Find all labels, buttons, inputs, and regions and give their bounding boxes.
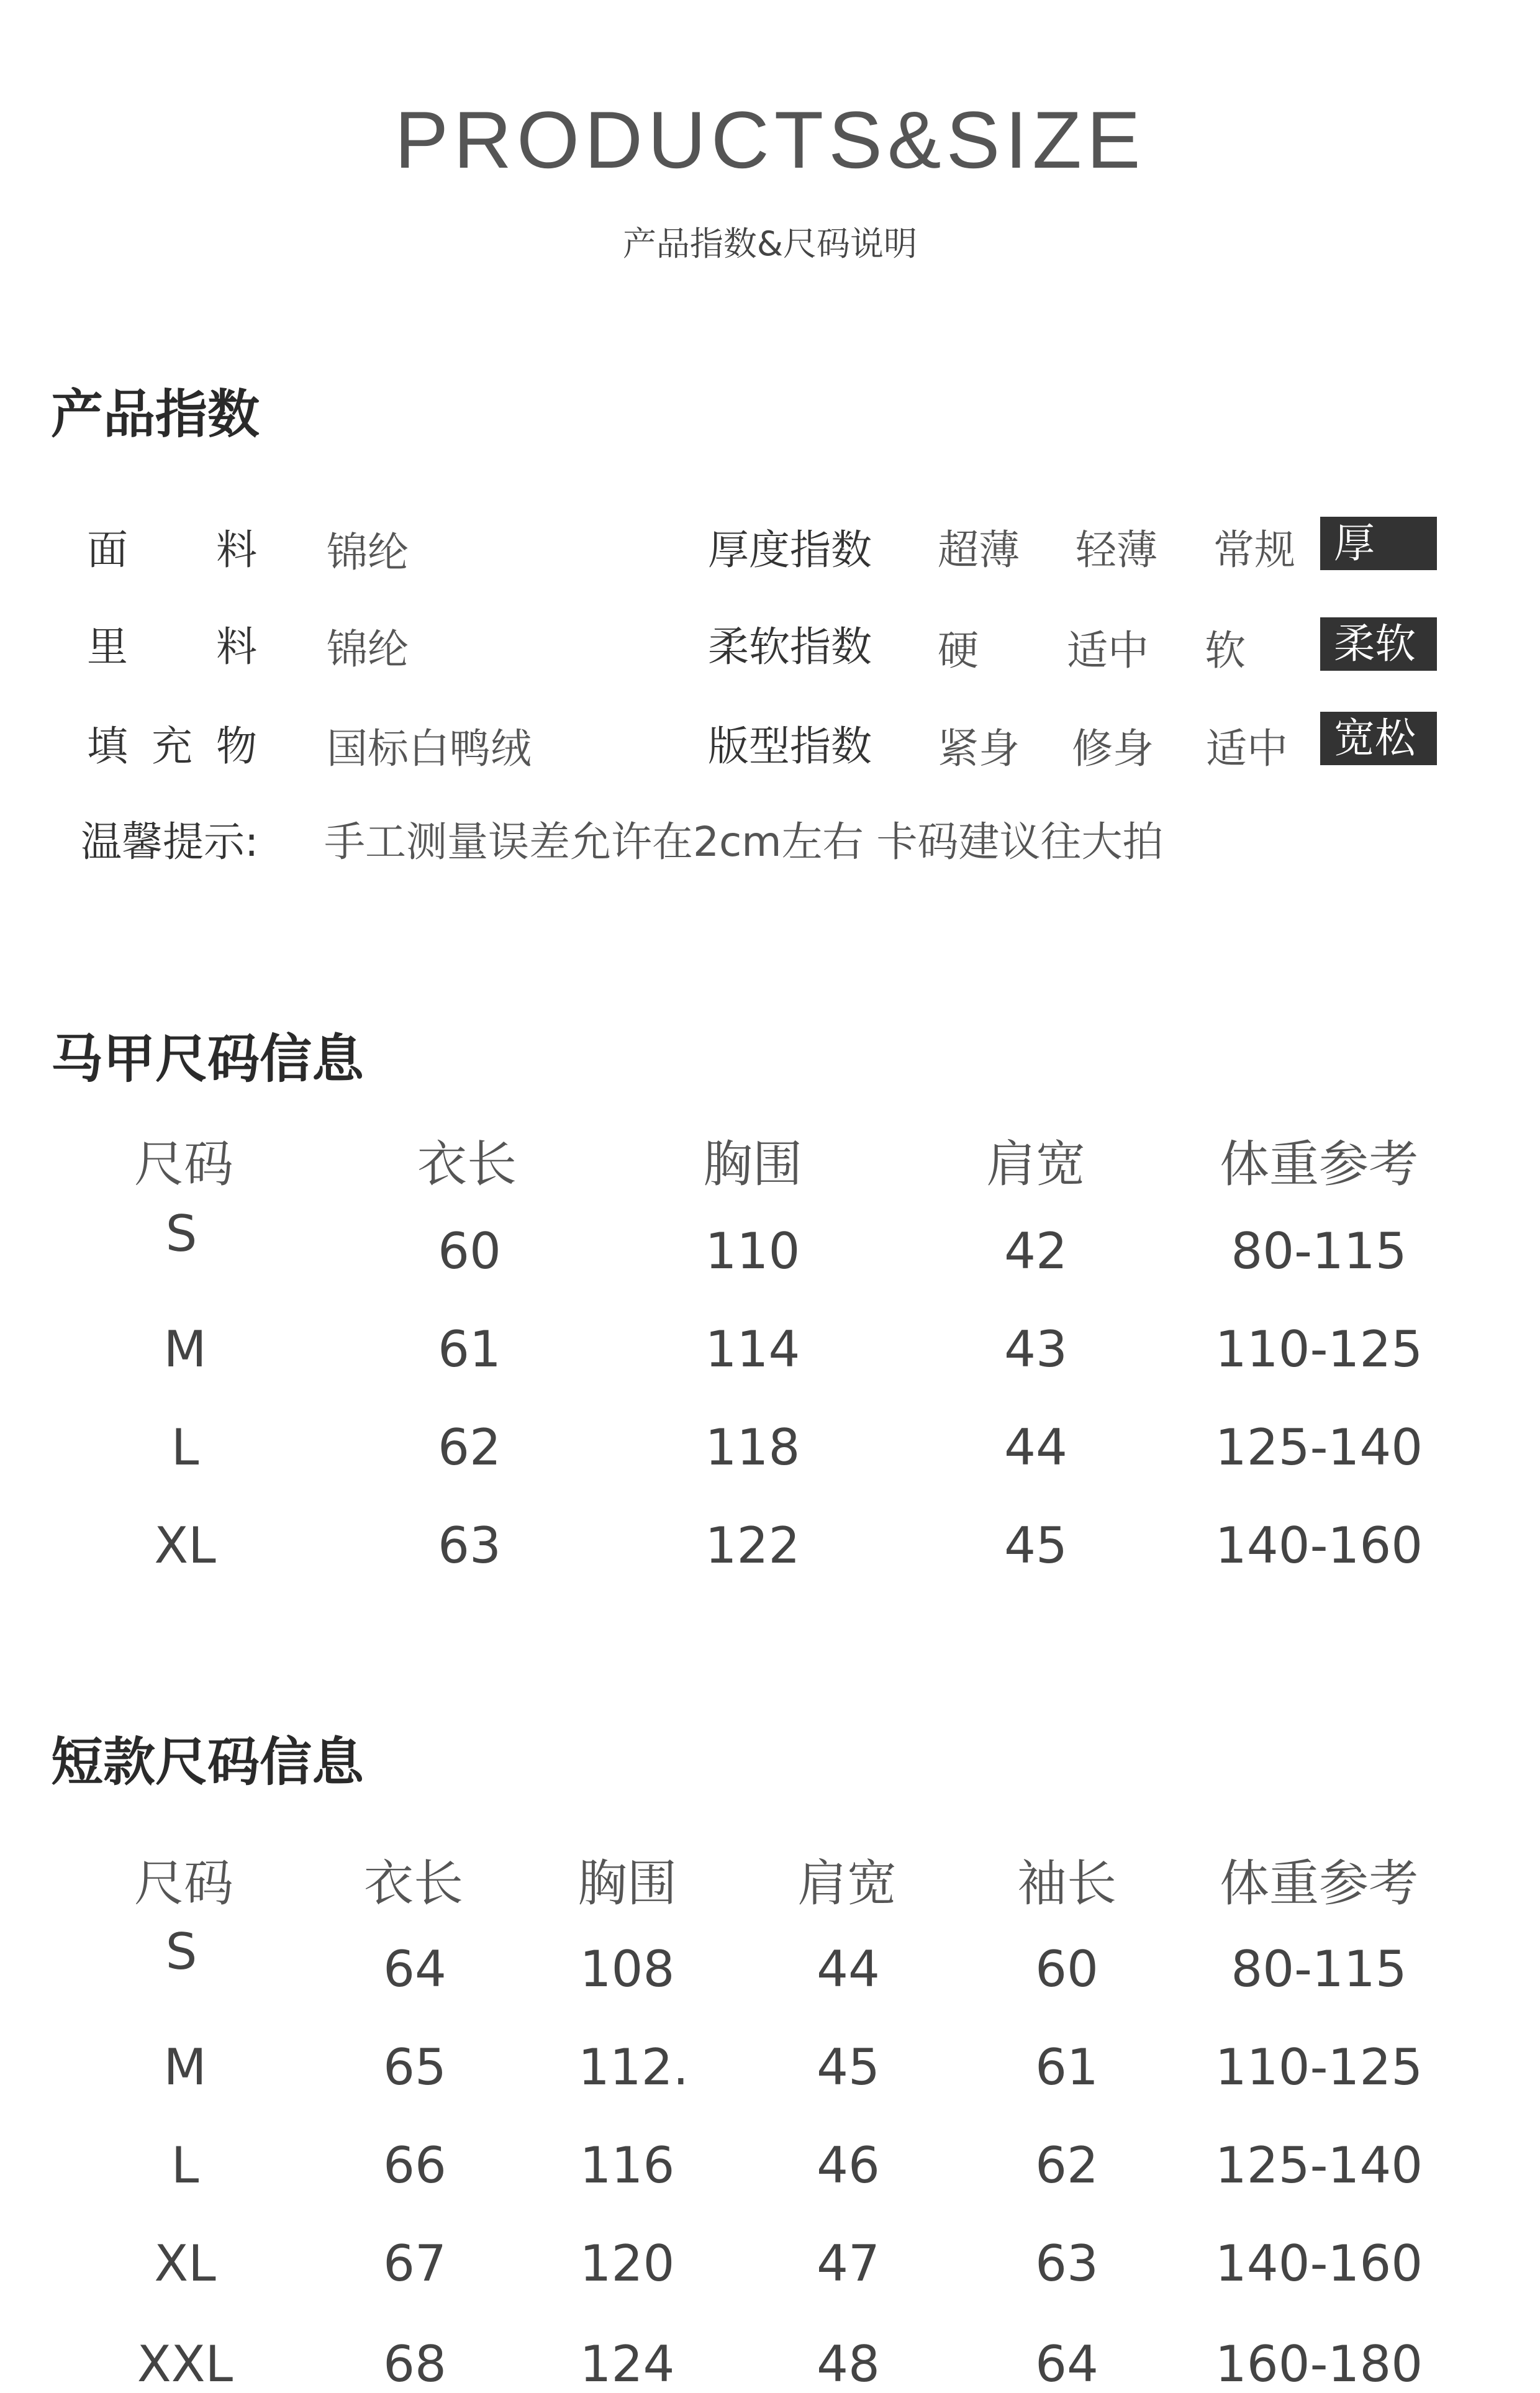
table-cell: 125-140: [1215, 2136, 1423, 2194]
fit-option: 适中: [1206, 725, 1288, 773]
table-cell: 140-160: [1215, 1517, 1423, 1574]
table-header-cell: 衣长: [417, 1135, 517, 1193]
table-header-cell: 肩宽: [986, 1135, 1085, 1193]
page-subtitle: 产品指数&尺码说明: [622, 224, 918, 263]
fabric-value: 锦纶: [327, 529, 409, 576]
size-cell: L: [171, 2136, 199, 2194]
table-cell: 110-125: [1215, 1320, 1423, 1378]
attribute-label-char: 物: [216, 722, 257, 770]
product-index-heading: 产品指数: [51, 384, 260, 445]
page-title: PRODUCTS&SIZE: [394, 94, 1146, 185]
table-cell: 62: [438, 1419, 501, 1476]
attribute-label-char: 料: [216, 623, 257, 671]
table-header-cell: 胸围: [703, 1135, 802, 1193]
table-cell: 125-140: [1215, 1419, 1423, 1476]
table-cell: 110: [705, 1222, 800, 1280]
table-cell: 42: [1004, 1222, 1067, 1280]
tip-text: 手工测量误差允许在2cm左右 卡码建议往大拍: [324, 818, 1164, 866]
table-cell: 66: [383, 2136, 446, 2194]
table-cell: 112.: [578, 2038, 689, 2096]
table-cell: 45: [817, 2038, 880, 2096]
size-cell: M: [163, 2038, 207, 2096]
table-cell: 122: [705, 1517, 800, 1574]
table-cell: 64: [1035, 2335, 1098, 2393]
thickness-option: 超薄: [938, 526, 1020, 574]
table-cell: 114: [705, 1320, 800, 1378]
lining-value: 锦纶: [327, 625, 409, 673]
table-cell: 116: [579, 2136, 675, 2194]
table-cell: 80-115: [1231, 1940, 1407, 1998]
table-cell: 47: [817, 2235, 880, 2292]
softness-option-selected: 柔软: [1320, 617, 1437, 671]
table-cell: 65: [383, 2038, 446, 2096]
table-header-cell: 尺码: [134, 1855, 233, 1912]
thickness-index-label: 厚度指数: [708, 526, 872, 574]
table-cell: 44: [817, 1940, 880, 1998]
table-cell: 118: [705, 1419, 800, 1476]
attribute-label-char: 料: [216, 526, 257, 574]
size-cell: M: [163, 1320, 207, 1378]
table-cell: 110-125: [1215, 2038, 1423, 2096]
table-header-cell: 尺码: [134, 1135, 233, 1193]
tip-label: 温馨提示:: [81, 818, 259, 866]
table-header-cell: 衣长: [364, 1855, 463, 1912]
table-cell: 160-180: [1215, 2335, 1423, 2393]
fit-option: 修身: [1072, 725, 1154, 773]
thickness-option-selected: 厚: [1320, 517, 1437, 570]
size-cell: XL: [154, 2235, 216, 2292]
table-cell: 80-115: [1231, 1222, 1407, 1280]
table-cell: 124: [579, 2335, 675, 2393]
table-header-cell: 胸围: [578, 1855, 677, 1912]
table-cell: 68: [383, 2335, 446, 2393]
table-cell: 45: [1004, 1517, 1067, 1574]
thickness-option: 常规: [1213, 526, 1295, 574]
size-cell: S: [165, 1923, 197, 1981]
softness-option: 适中: [1067, 627, 1149, 674]
table-cell: 44: [1004, 1419, 1067, 1476]
short-size-heading: 短款尺码信息: [51, 1732, 365, 1792]
table-cell: 67: [383, 2235, 446, 2292]
size-cell: XL: [154, 1517, 216, 1574]
size-cell: XXL: [137, 2335, 233, 2393]
table-header-cell: 袖长: [1017, 1855, 1116, 1912]
table-header-cell: 体重参考: [1220, 1855, 1418, 1912]
table-cell: 48: [817, 2335, 880, 2393]
fit-option: 紧身: [938, 725, 1020, 773]
size-cell: S: [165, 1205, 197, 1263]
fit-index-label: 版型指数: [708, 722, 872, 770]
softness-option: 硬: [938, 627, 979, 674]
table-header-cell: 肩宽: [797, 1855, 897, 1912]
table-header-cell: 体重参考: [1220, 1135, 1418, 1193]
table-cell: 46: [817, 2136, 880, 2194]
table-cell: 120: [579, 2235, 675, 2292]
table-cell: 62: [1035, 2136, 1098, 2194]
table-cell: 140-160: [1215, 2235, 1423, 2292]
table-cell: 108: [579, 1940, 675, 1998]
filling-value: 国标白鸭绒: [327, 725, 532, 773]
attribute-label-char: 填: [87, 722, 128, 770]
table-cell: 61: [438, 1320, 501, 1378]
attribute-label-char: 面: [87, 526, 128, 574]
fit-option-selected: 宽松: [1320, 712, 1437, 765]
table-cell: 60: [1035, 1940, 1098, 1998]
table-cell: 60: [438, 1222, 501, 1280]
table-cell: 61: [1035, 2038, 1098, 2096]
attribute-label-char: 充: [152, 722, 192, 770]
attribute-label-char: 里: [87, 623, 128, 671]
table-cell: 63: [1035, 2235, 1098, 2292]
table-cell: 64: [383, 1940, 446, 1998]
softness-index-label: 柔软指数: [708, 623, 872, 671]
size-cell: L: [171, 1419, 199, 1476]
softness-option: 软: [1205, 627, 1246, 674]
thickness-option: 轻薄: [1076, 526, 1157, 574]
table-cell: 43: [1004, 1320, 1067, 1378]
table-cell: 63: [438, 1517, 501, 1574]
vest-size-heading: 马甲尺码信息: [51, 1028, 365, 1089]
